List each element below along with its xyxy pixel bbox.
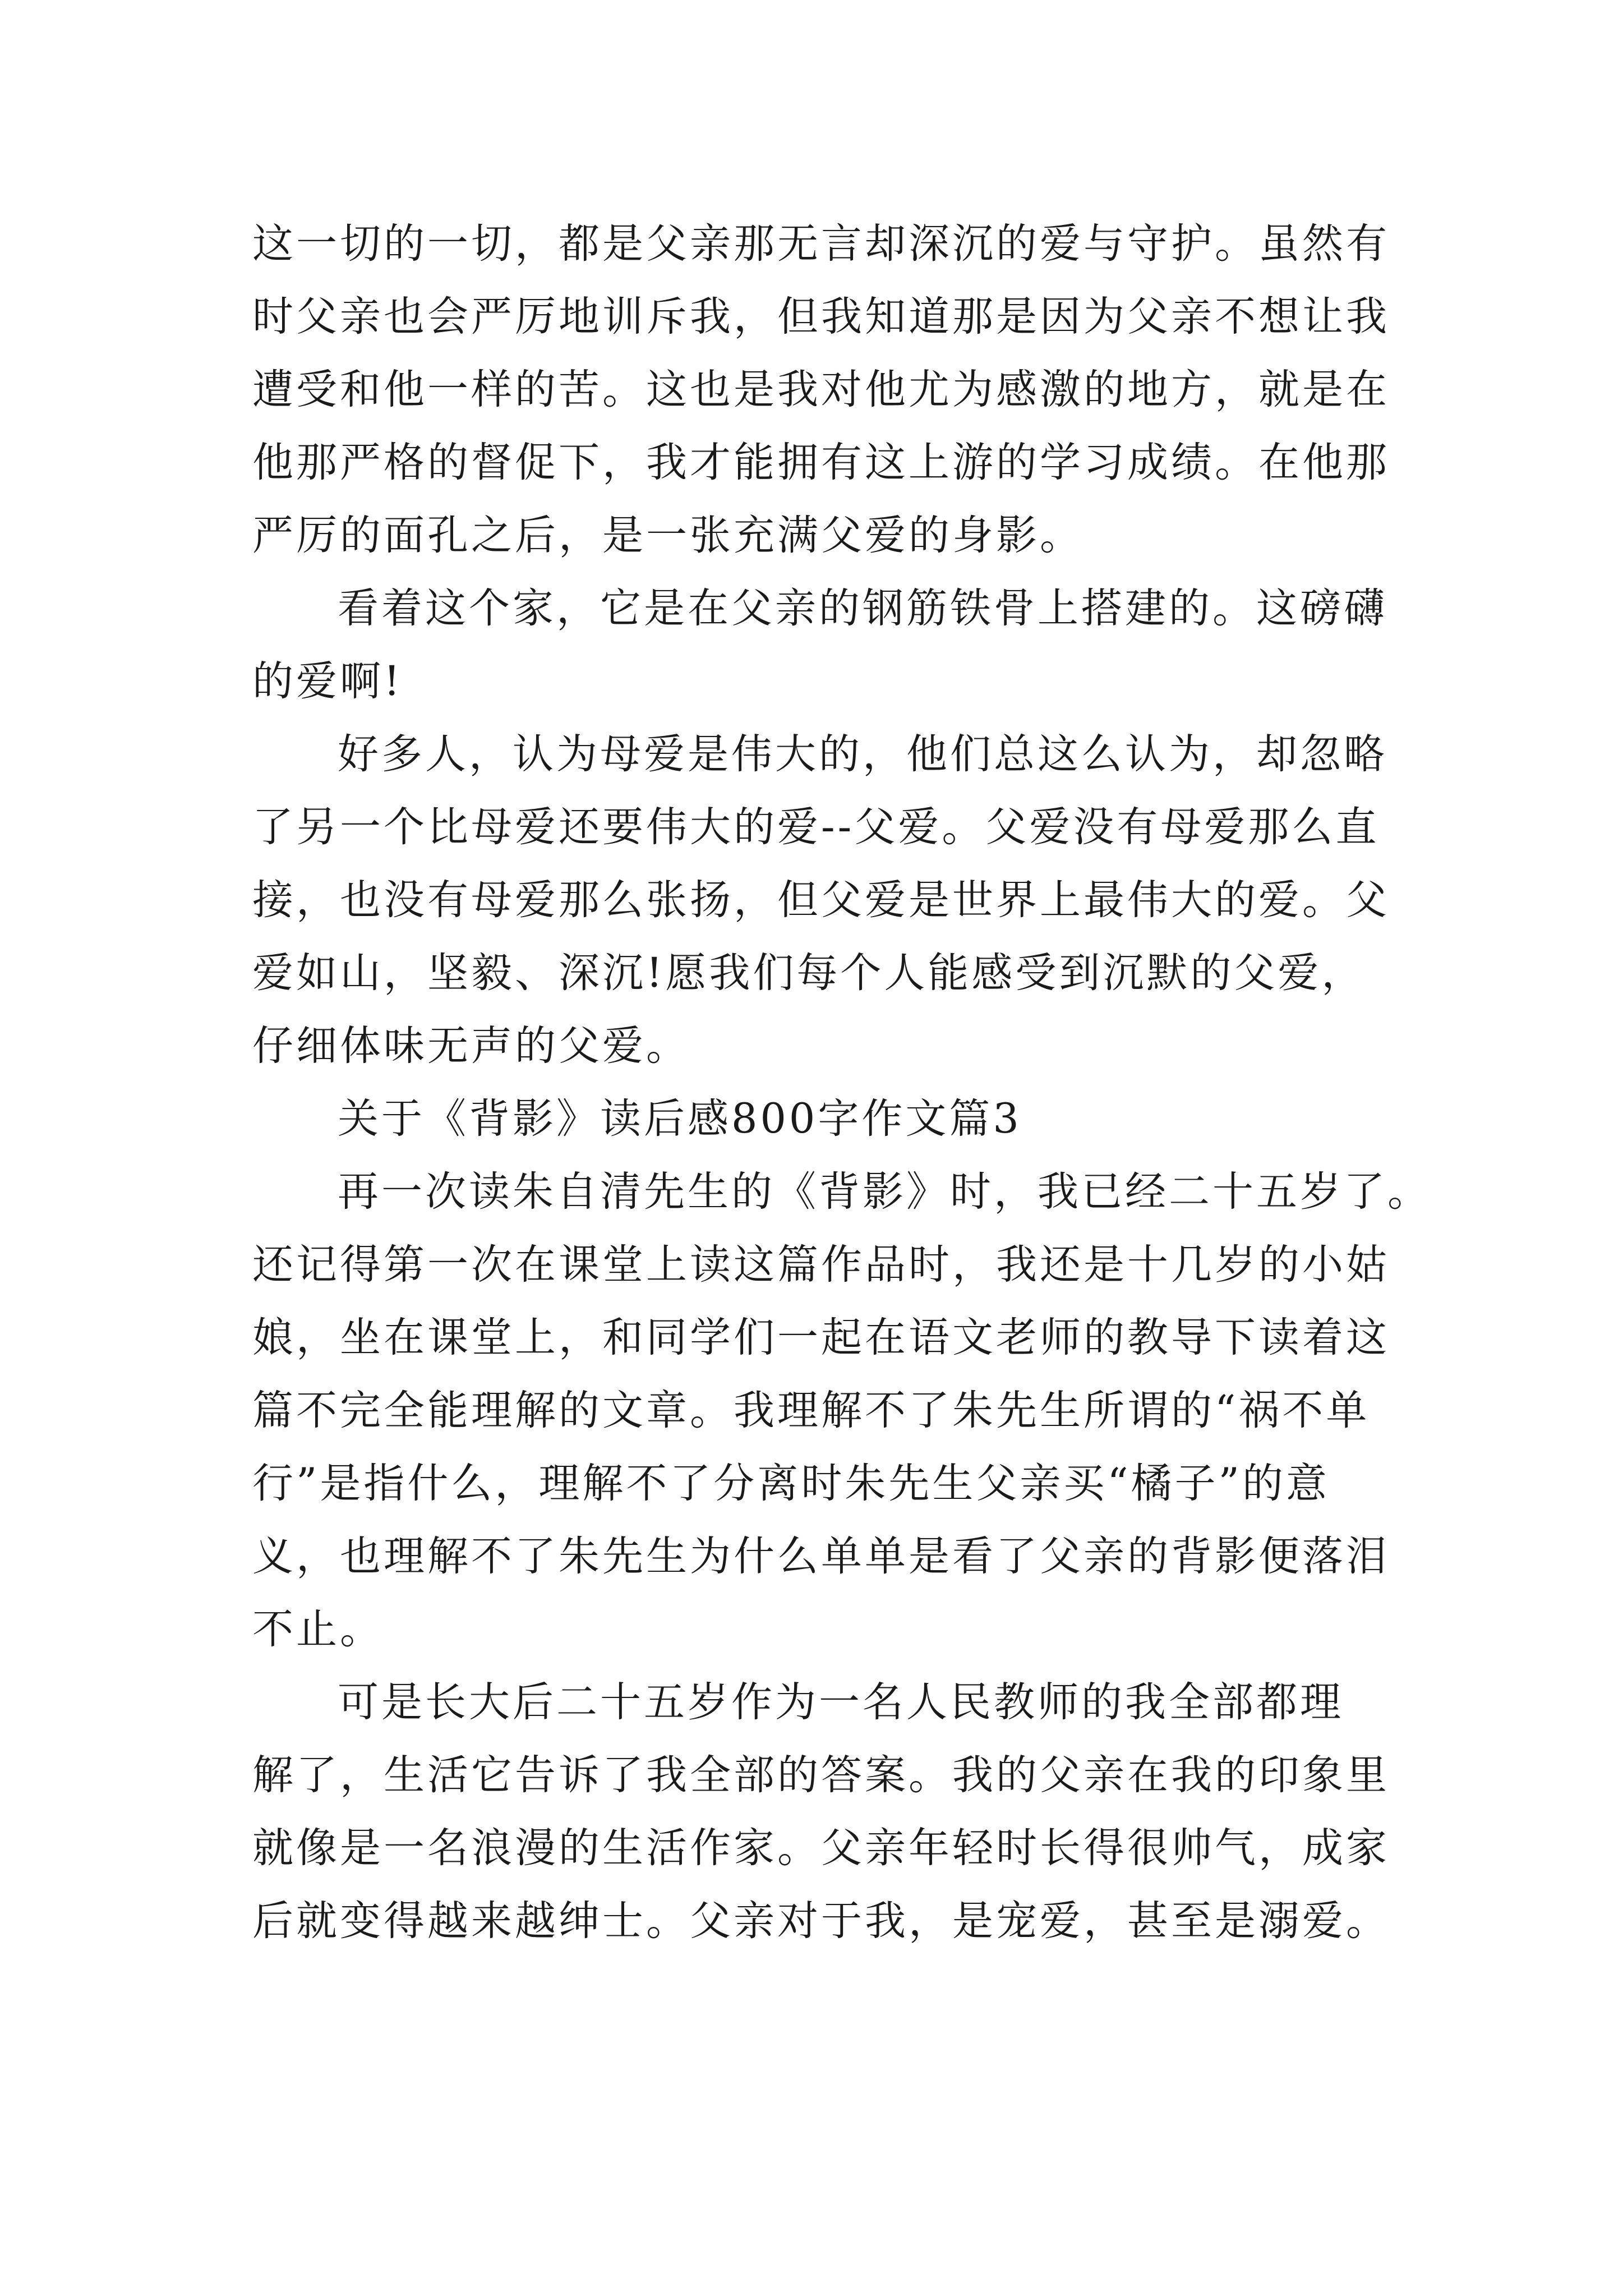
- text-line: 爱如山，坚毅、深沉!愿我们每个人能感受到沉默的父爱，: [252, 949, 1366, 997]
- text-line: 遭受和他一样的苦。这也是我对他尤为感激的地方，就是在: [252, 366, 1390, 413]
- document-body: [252, 208, 1431, 1958]
- text-line: 接，也没有母爱那么张扬，但父爱是世界上最伟大的爱。父: [252, 876, 1390, 924]
- section-heading: 关于《背影》读后感800字作文篇3: [338, 1095, 1022, 1143]
- text-line: 还记得第一次在课堂上读这篇作品时，我还是十几岁的小姑: [252, 1241, 1390, 1289]
- text-line: 义，也理解不了朱先生为什么单单是看了父亲的背影便落泪: [252, 1533, 1390, 1580]
- text-line: 可是长大后二十五岁作为一名人民教师的我全部都理: [338, 1678, 1344, 1726]
- text-line: 娘，坐在课堂上，和同学们一起在语文老师的教导下读着这: [252, 1314, 1390, 1361]
- text-line: 仔细体味无声的父爱。: [252, 1022, 690, 1070]
- text-line: 后就变得越来越绅士。父亲对于我，是宠爱，甚至是溺爱。: [252, 1897, 1390, 1945]
- text-line: 这一切的一切，都是父亲那无言却深沉的爱与守护。虽然有: [252, 220, 1390, 268]
- text-line: 再一次读朱自清先生的《背影》时，我已经二十五岁了。: [338, 1168, 1431, 1216]
- text-line: 他那严格的督促下，我才能拥有这上游的学习成绩。在他那: [252, 439, 1390, 486]
- text-line: 行”是指什么，理解不了分离时朱先生父亲买“橘子”的意: [252, 1460, 1330, 1507]
- text-line: 看着这个家，它是在父亲的钢筋铁骨上搭建的。这磅礴: [338, 585, 1387, 632]
- text-line: 好多人，认为母爱是伟大的，他们总这么认为，却忽略: [338, 730, 1387, 778]
- text-line: 的爱啊!: [252, 657, 403, 705]
- text-line: 篇不完全能理解的文章。我理解不了朱先生所谓的“祸不单: [252, 1387, 1370, 1434]
- text-line: 时父亲也会严厉地训斥我，但我知道那是因为父亲不想让我: [252, 293, 1390, 341]
- text-line: 不止。: [252, 1605, 384, 1653]
- text-line: 严厉的面孔之后，是一张充满父爱的身影。: [252, 512, 1083, 559]
- text-line: 解了，生活它告诉了我全部的答案。我的父亲在我的印象里: [252, 1751, 1390, 1799]
- text-line: 就像是一名浪漫的生活作家。父亲年轻时长得很帅气，成家: [252, 1824, 1390, 1872]
- text-line: 了另一个比母爱还要伟大的爱--父爱。父爱没有母爱那么直: [252, 803, 1380, 851]
